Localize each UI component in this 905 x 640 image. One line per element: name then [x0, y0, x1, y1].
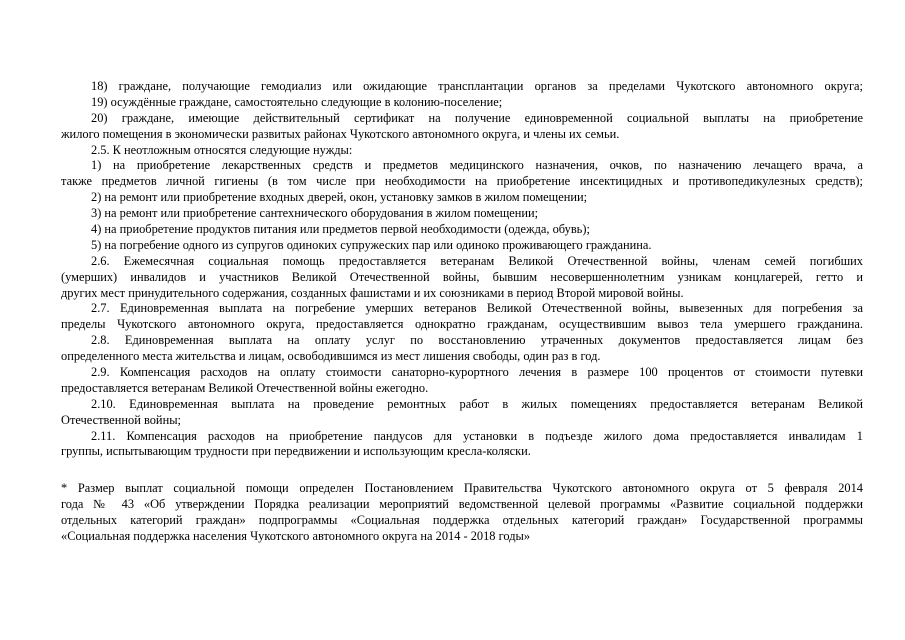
text-line: жилого помещения в экономически развитых районах Чукотского автономного округа, и члены их семьи.: [61, 126, 620, 141]
footnote-line: отдельных категорий граждан» подпрограммы «Социальная поддержка отдельных категорий граждан» Государственной программы: [61, 512, 863, 527]
text-line: предоставляется ветеранам Великой Отечественной войны ежегодно.: [61, 380, 429, 395]
text-line: 4) на приобретение продуктов питания или предметов первой необходимости (одежда, обувь);: [91, 222, 590, 237]
text-line: также предметов личной гигиены (в том числе при необходимости на приобретение инсектицидных и противопедикулезных средств);: [61, 174, 863, 189]
document-body: [61, 79, 863, 460]
text-line: Отечественной войны;: [61, 412, 181, 427]
text-line: 18) граждане, получающие гемодиализ или ожидающие трансплантации органов за пределами Чукотского автономного округа;: [91, 79, 863, 93]
paragraph-2-10: 2.10. Единовременная выплата на проведение ремонтных работ в жилых помещениях предоставляется ветеранам Великой: [91, 396, 863, 411]
text-line: пределы Чукотского автономного округа, предоставляется однократно гражданам, осуществившим вывоз тела умершего гражданина.: [61, 317, 863, 332]
section-heading-2-5: 2.5. К неотложным относятся следующие нужды:: [91, 142, 353, 157]
paragraph-2-9: 2.9. Компенсация расходов на оплату стоимости санаторно-курортного лечения в размере 100 процентов от стоимости путевки: [91, 365, 863, 380]
text-line: 3) на ремонт или приобретение сантехнического оборудования в жилом помещении;: [91, 206, 539, 221]
text-line: (умерших) инвалидов и участников Великой Отечественной войны, бывшим несовершеннолетним узникам концлагерей, гетто и: [61, 269, 863, 284]
text-line: 2) на ремонт или приобретение входных дверей, окон, установку замков в жилом помещении;: [91, 190, 588, 205]
footnote: [61, 481, 863, 545]
paragraph-2-8: 2.8. Единовременная выплата на оплату услуг по восстановлению утраченных документов предоставляется лицам без: [91, 333, 863, 348]
paragraph-2-7: 2.7. Единовременная выплата на погребение умерших ветеранов Великой Отечественной войны, вывезенных для погребения за: [91, 301, 863, 316]
text-line: 19) осуждённые граждане, самостоятельно следующие в колонию-поселение;: [91, 94, 503, 109]
paragraph-2-11: 2.11. Компенсация расходов на приобретение пандусов для установки в подъезде жилого дома предоставляется инвалидам 1: [91, 428, 863, 443]
text-line: 5) на погребение одного из супругов одиноких супружеских пар или одиноко проживающего гражданина.: [91, 237, 652, 252]
footnote-line: года № 43 «Об утверждении Порядка реализации мероприятий ведомственной целевой программы «Развитие социальной поддержки: [61, 496, 863, 511]
footnote-line: * Размер выплат социальной помощи определен Постановлением Правительства Чукотского автономного округа от 5 февраля 2014: [61, 481, 863, 495]
footnote-line: «Социальная поддержка населения Чукотского автономного округа на 2014 - 2018 годы»: [61, 528, 531, 543]
text-line: 1) на приобретение лекарственных средств и предметов медицинского назначения, очков, по назначению лечащего врача, а: [91, 158, 863, 173]
text-line: определенного места жительства и лицам, освободившимся из мест лишения свободы, один раз в год.: [61, 349, 601, 364]
paragraph-2-6: 2.6. Ежемесячная социальная помощь предоставляется ветеранам Великой Отечественной войны, членам семей погибших: [91, 253, 863, 268]
text-line: других мест принудительного содержания, созданных фашистами и их союзниками в период Второй мировой войны.: [61, 285, 684, 300]
text-line: 20) граждане, имеющие действительный сертификат на получение единовременной социальной выплаты на приобретение: [91, 110, 863, 125]
text-line: группы, испытывающим трудности при передвижении и использующим кресла-коляски.: [61, 444, 531, 459]
